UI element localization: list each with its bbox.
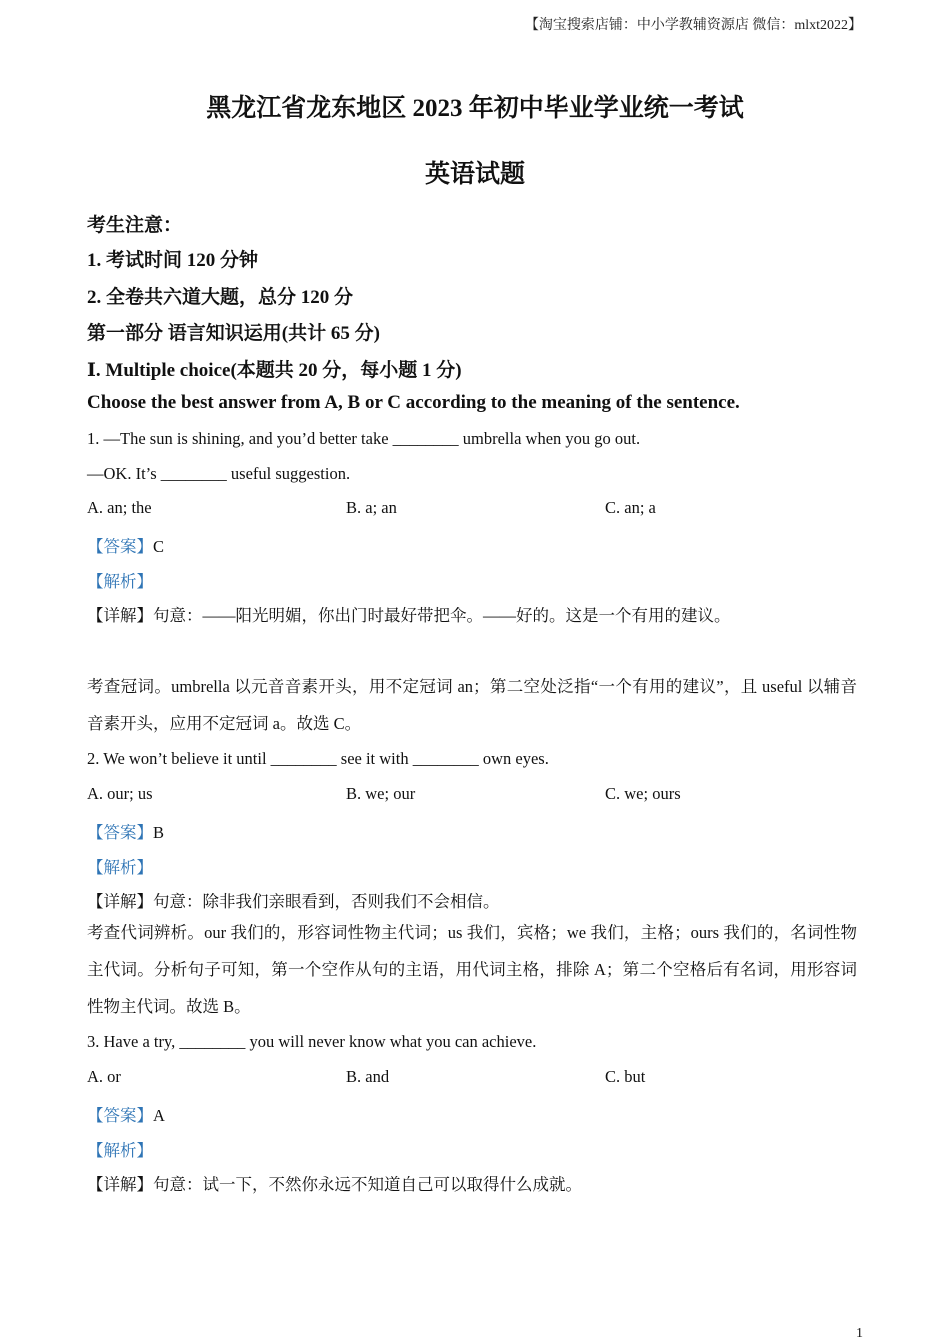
answer-label: 【答案】 xyxy=(87,823,153,842)
notice-heading: 考生注意： xyxy=(87,215,183,236)
option-a: A. our; us xyxy=(87,784,153,803)
question-stem: —OK. It’s ________ useful suggestion. xyxy=(87,464,351,483)
detail-text: 句意：除非我们亲眼看到，否则我们不会相信。 xyxy=(153,892,500,911)
option-b: B. we; our xyxy=(346,784,416,803)
answer-value: B xyxy=(153,823,165,842)
answer-value: C xyxy=(153,537,165,556)
detail-label: 【详解】 xyxy=(87,892,153,911)
detail-line xyxy=(87,602,731,626)
exam-subtitle: 英语试题 xyxy=(424,161,525,188)
header-note: 【淘宝搜索店铺：中小学教辅资源店 微信：mlxt2022】 xyxy=(524,18,862,33)
page-number: 1 xyxy=(856,1326,863,1341)
answer-line xyxy=(87,533,164,557)
explanation: 考查代词辨析。our 我们的，形容词性物主代词；us 我们，宾格；we 我们，主格；ours 我们的，名词性物主代词。分析句子可知，第一个空作从句的主语，用代词主格，排除 A；第二个空格后有名词，用形容词性物主代词。故选 B。 xyxy=(87,923,857,1016)
analysis-label: 【解析】 xyxy=(87,1141,153,1160)
analysis-label: 【解析】 xyxy=(87,572,153,591)
question-stem: 1. —The sun is shining, and you’d better take ________ umbrella when you go out. xyxy=(87,429,641,448)
detail-text: 句意：——阳光明媚，你出门时最好带把伞。——好的。这是一个有用的建议。 xyxy=(153,606,731,625)
answer-label: 【答案】 xyxy=(87,537,153,556)
answer-label: 【答案】 xyxy=(87,1106,153,1125)
option-b: B. and xyxy=(346,1067,390,1086)
part-heading: 第一部分 语言知识运用(共计 65 分) xyxy=(87,323,380,344)
notice-item: 1. 考试时间 120 分钟 xyxy=(87,250,259,271)
answer-line xyxy=(87,1102,165,1126)
question-stem: 2. We won’t believe it until ________ see it with ________ own eyes. xyxy=(87,749,549,768)
answer-value: A xyxy=(153,1106,165,1125)
section-heading: Ⅰ. Multiple choice(本题共 20 分，每小题 1 分) xyxy=(87,360,462,381)
detail-label: 【详解】 xyxy=(87,1175,153,1194)
exam-title: 黑龙江省龙东地区 2023 年初中毕业学业统一考试 xyxy=(206,95,744,122)
notice-item: 2. 全卷共六道大题，总分 120 分 xyxy=(87,287,354,308)
answer-line xyxy=(87,819,164,843)
option-b: B. a; an xyxy=(346,498,397,517)
explanation: 考查冠词。umbrella 以元音音素开头，用不定冠词 an；第二空处泛指“一个有用的建议”，且 useful 以辅音音素开头，应用不定冠词 a。故选 C。 xyxy=(87,677,857,733)
analysis-label: 【解析】 xyxy=(87,858,153,877)
detail-text: 句意：试一下，不然你永远不知道自己可以取得什么成就。 xyxy=(153,1175,582,1194)
question-stem: 3. Have a try, ________ you will never know what you can achieve. xyxy=(87,1032,537,1051)
option-a: A. or xyxy=(87,1067,121,1086)
instruction: Choose the best answer from A, B or C according to the meaning of the sentence. xyxy=(87,392,740,413)
detail-label: 【详解】 xyxy=(87,606,153,625)
option-c: C. an; a xyxy=(605,498,656,517)
option-c: C. we; ours xyxy=(605,784,681,803)
detail-line xyxy=(87,888,500,912)
detail-line xyxy=(87,1171,582,1195)
option-a: A. an; the xyxy=(87,498,152,517)
option-c: C. but xyxy=(605,1067,646,1086)
